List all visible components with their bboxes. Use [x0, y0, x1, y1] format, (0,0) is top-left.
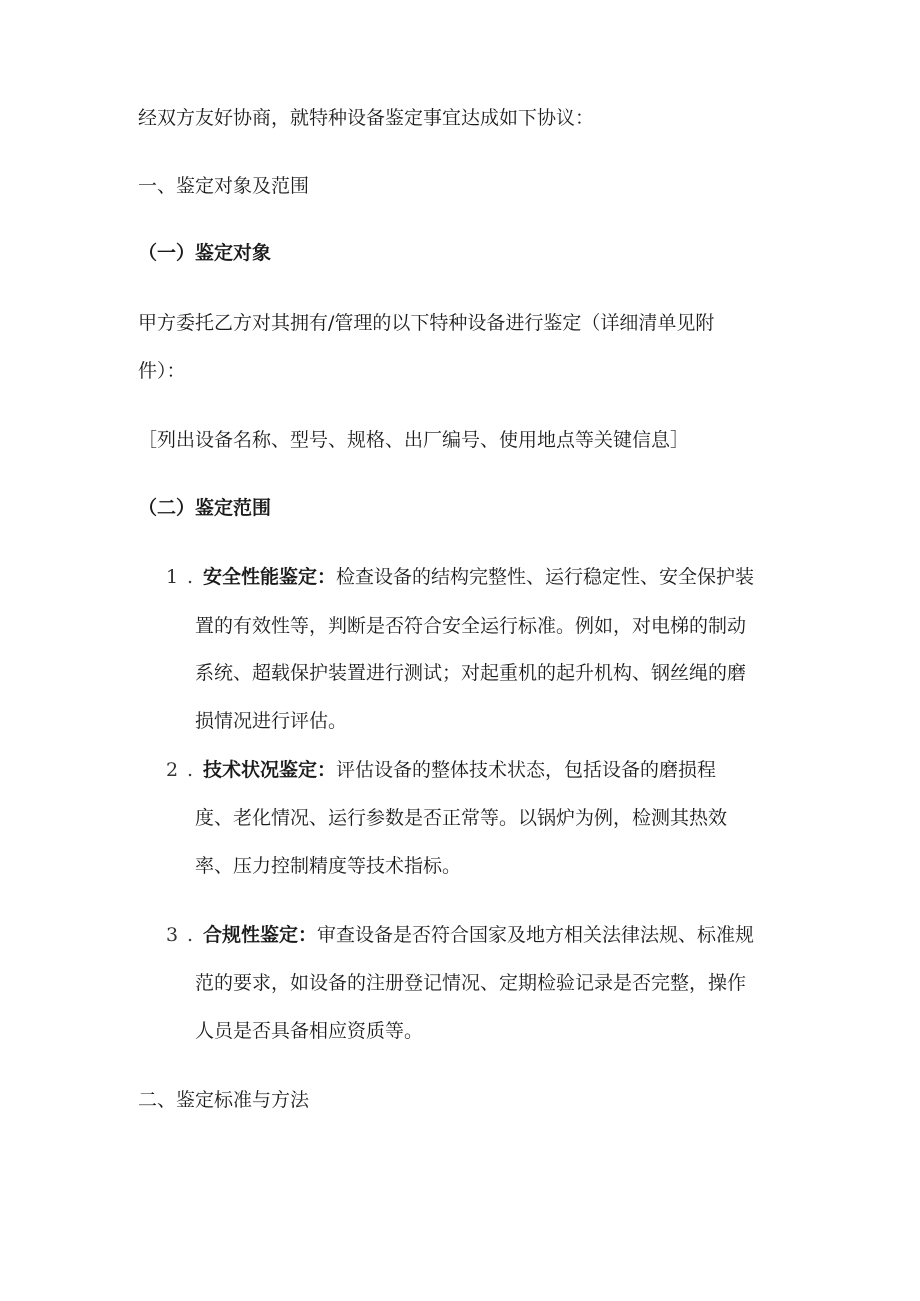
- item-text: 系统、超载保护装置进行测试；对起重机的起升机构、钢丝绳的磨: [195, 662, 747, 684]
- item-title: 技术状况鉴定：: [203, 759, 337, 781]
- item-text: 评估设备的整体技术状态，包括设备的磨损程: [336, 759, 717, 781]
- section-heading-2: 二、鉴定标准与方法: [138, 1089, 310, 1111]
- item-dot: .: [187, 566, 194, 588]
- item-text: 检查设备的结构完整性、运行稳定性、安全保护装: [336, 566, 755, 588]
- item-first-line: [203, 923, 754, 947]
- object-paragraph-line-2: 件）：: [138, 360, 186, 382]
- item-title: 合规性鉴定：: [203, 924, 318, 946]
- item-text: 人员是否具备相应资质等。: [195, 1020, 424, 1042]
- item-text: 损情况进行评估。: [195, 710, 348, 732]
- item-text: 审查设备是否符合国家及地方相关法律法规、标准规: [317, 924, 755, 946]
- item-text: 度、老化情况、运行参数是否正常等。以锅炉为例，检测其热效: [195, 807, 728, 829]
- subsection-heading-2: （二）鉴定范围: [138, 497, 272, 519]
- item-title: 安全性能鉴定：: [203, 566, 337, 588]
- object-paragraph-line-1: 甲方委托乙方对其拥有/管理的以下特种设备进行鉴定（详细清单见附: [138, 312, 715, 334]
- item-text: 范的要求，如设备的注册登记情况、定期检验记录是否完整，操作: [195, 972, 747, 994]
- intro-paragraph: 经双方友好协商，就特种设备鉴定事宜达成如下协议：: [138, 107, 595, 129]
- item-number: 3: [166, 924, 179, 946]
- item-dot: .: [187, 759, 194, 781]
- subsection-heading-1: （一）鉴定对象: [138, 242, 272, 264]
- item-first-line: [203, 565, 754, 589]
- section-heading-1: 一、鉴定对象及范围: [138, 175, 310, 197]
- item-text: 率、压力控制精度等技术指标。: [195, 855, 462, 877]
- item-first-line: [203, 758, 716, 782]
- item-text: 置的有效性等，判断是否符合安全运行标准。例如，对电梯的制动: [195, 615, 747, 637]
- equipment-list-placeholder: ［列出设备名称、型号、规格、出厂编号、使用地点等关键信息］: [138, 429, 690, 451]
- item-number: 2: [166, 759, 179, 781]
- item-dot: .: [187, 924, 194, 946]
- item-number: 1: [166, 566, 179, 588]
